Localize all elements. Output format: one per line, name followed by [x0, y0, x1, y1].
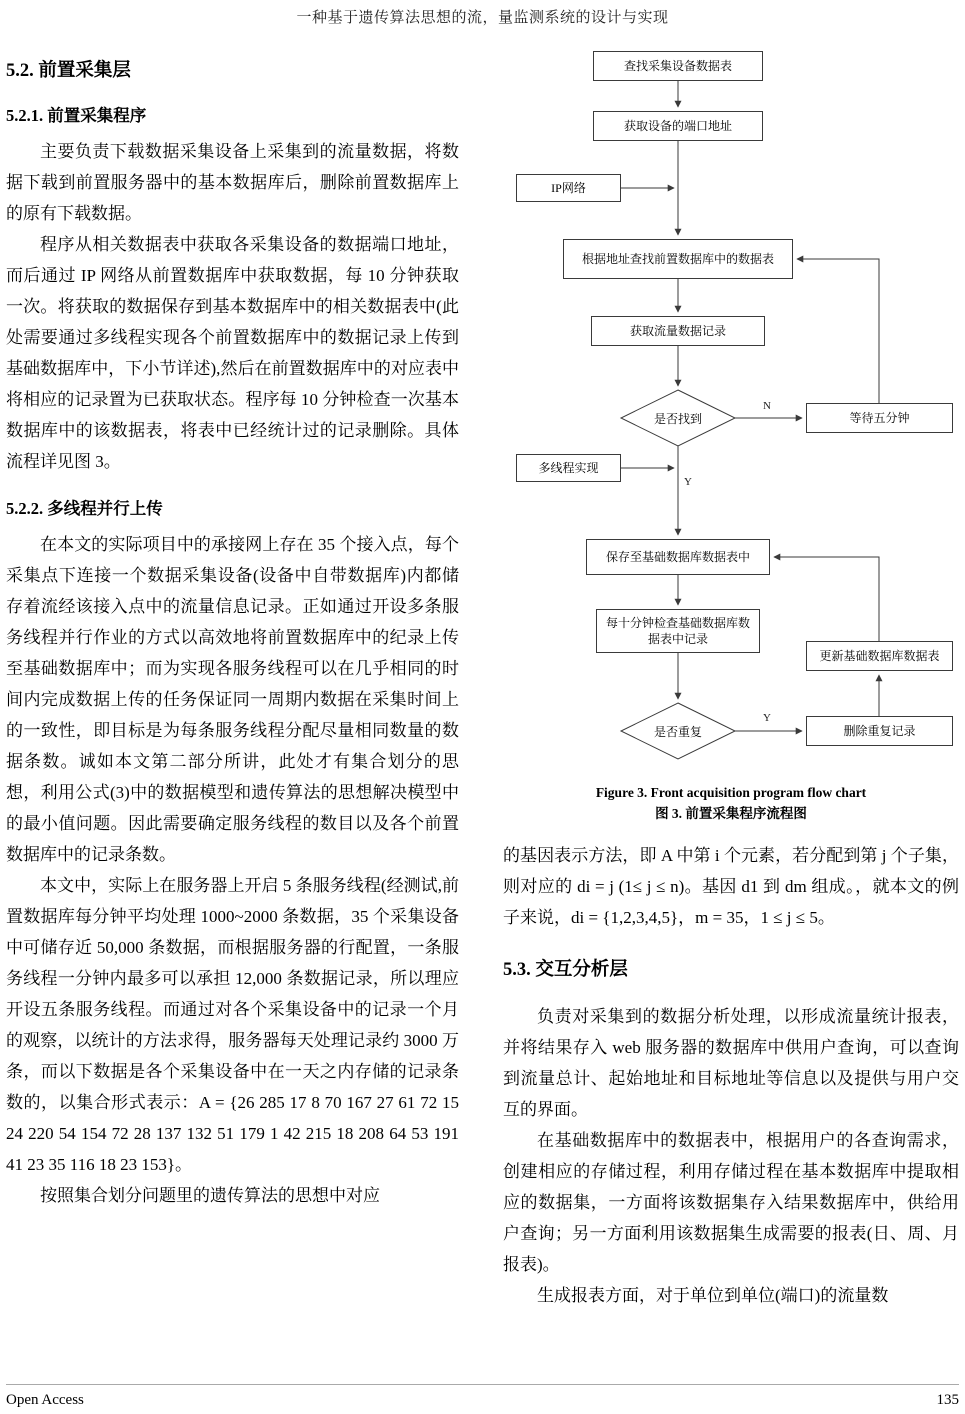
flow-box-lookup-front-table: 根据地址查找前置数据库中的数据表 — [563, 239, 793, 279]
paragraph: 的基因表示方法，即 A 中第 i 个元素，若分配到第 j 个子集，则对应的 di = j (1≤ j ≤ n)。基因 d1 到 dm 组成。，就本文的例子来说，di = {1,2,3,4,5}，m = 35，1 ≤ j ≤ 5。 — [503, 846, 959, 927]
figure-3-flowchart — [503, 46, 963, 776]
section-5-2-heading: 5.2. 前置采集层 — [6, 61, 131, 81]
figure-3-caption-en: Figure 3. Front acquisition program flow chart — [595, 785, 867, 800]
section-5-3-heading: 5.3. 交互分析层 — [503, 960, 628, 980]
paragraph: 在基础数据库中的数据表中，根据用户的各查询需求，创建相应的存储过程，利用存储过程在基本数据库中提取相应的数据集，一方面将该数据集存入结果数据库中，供给用户查询；另一方面利用该数据集生成需要的报表(日、周、月报表)。 — [503, 1131, 959, 1274]
paragraph: 按照集合划分问题里的遗传算法的思想中对应 — [40, 1186, 380, 1205]
paragraph: 生成报表方面，对于单位到单位(端口)的流量数 — [537, 1286, 889, 1305]
section-5-2-2-heading: 5.2.2. 多线程并行上传 — [6, 499, 163, 518]
running-head-title: 一种基于遗传算法思想的流，量监测系统的设计与实现 — [296, 10, 669, 26]
flow-box-ip-network: IP网络 — [516, 174, 621, 202]
edge-label-n: N — [763, 400, 771, 412]
footer-open-access: Open Access — [6, 1392, 84, 1408]
edge-label-y: Y — [763, 712, 771, 724]
paragraph: 负责对采集到的数据分析处理，以形成流量统计报表，并将结果存入 web 服务器的数据库中供用户查询，可以查询到流量总计、起始地址和目标地址等信息以及提供与用户交互的界面。 — [503, 1007, 959, 1119]
flow-box-get-flow-records: 获取流量数据记录 — [591, 316, 765, 346]
paragraph: 主要负责下载数据采集设备上采集到的流量数据，将数据下载到前置服务器中的基本数据库后，删除前置数据库上的原有下载数据。 — [6, 142, 459, 223]
two-column-layout — [6, 46, 959, 1311]
flow-box-delete-duplicates: 删除重复记录 — [806, 716, 953, 746]
flow-box-get-port-address: 获取设备的端口地址 — [593, 111, 763, 141]
paragraph: 程序从相关数据表中获取各采集设备的数据端口地址，而后通过 IP 网络从前置数据库中获取数据，每 10 分钟获取一次。将获取的数据保存到基本数据库中的相关数据表中(此处需要通过多线程实现各个前置数据库中的数据记录上传到基础数据库中，下小节详述),然后在前置数据库中的对应表中将相应的记录置为已获取状态。程序每 10 分钟检查一次基本数据库中的该数据表，将表中已经统计过的记录删除。具体流程详见图 3。 — [6, 235, 459, 471]
flow-box-multithread: 多线程实现 — [516, 454, 621, 482]
footer-page-number: 135 — [936, 1392, 959, 1408]
left-column — [6, 46, 459, 1311]
paragraph: 在本文的实际项目中的承接网上存在 35 个接入点，每个采集点下连接一个数据采集设备(设备中自带数据库)内都储存着流经该接入点中的流量信息记录。正如通过开设多条服务线程并行作业的方式以高效地将前置数据库中的纪录上传至基础数据库中；而为实现各服务线程可以在几乎相同的时间内完成数据上传的任务保证同一周期内数据在采集时间上的一致性，即目标是为每条服务线程分配尽量相同数量的数据条数。诚如本文第二部分所讲，此处才有集合划分的思想，利用公式(3)中的数据模型和遗传算法的思想解决模型中的最小值问题。因此需要确定服务线程的数目以及各个前置数据库中的记录条数。 — [6, 535, 459, 864]
flow-box-find-device-table: 查找采集设备数据表 — [593, 51, 763, 81]
flow-box-check-every-ten-min: 每十分钟检查基础数据库数据表中记录 — [596, 609, 760, 653]
section-5-2-1-heading: 5.2.1. 前置采集程序 — [6, 106, 147, 125]
flow-box-save-to-base-db: 保存至基础数据库数据表中 — [586, 539, 770, 575]
footer-divider — [6, 1384, 959, 1385]
edge-label-y: Y — [684, 476, 692, 488]
figure-3-caption — [503, 782, 959, 824]
flow-decision-duplicate: 是否重复 — [653, 724, 702, 739]
figure-3-caption-zh: 图 3. 前置采集程序流程图 — [655, 806, 807, 821]
flow-box-wait-five-minutes: 等待五分钟 — [806, 403, 953, 433]
flow-box-update-base-table: 更新基础数据库数据表 — [806, 641, 953, 671]
right-column — [503, 46, 959, 1311]
flow-decision-found: 是否找到 — [653, 411, 702, 426]
page-footer — [6, 1392, 959, 1409]
paragraph: 本文中，实际上在服务器上开启 5 条服务线程(经测试,前置数据库每分钟平均处理 1000~2000 条数据，35 个采集设备中可储存近 50,000 条数据，而根据服务器的行配置，一条服务线程一分钟内最多可以承担 12,000 条数据记录，所以理应开设五条服务线程。而通过对各个采集设备中的记录一个月的观察，以统计的方法求得，服务器每天处理记录约 3000 万条，而以下数据是各个采集设备中在一天之内存储的记录条数的，以集合形式表示：A = {26 285 17 8 70 167 27 61 72 15 24 220 54 154 72 28 137 132 51 179 1 42 215 18 208 64 53 191 41 23 35 116 18 23 153}。 — [6, 876, 459, 1174]
